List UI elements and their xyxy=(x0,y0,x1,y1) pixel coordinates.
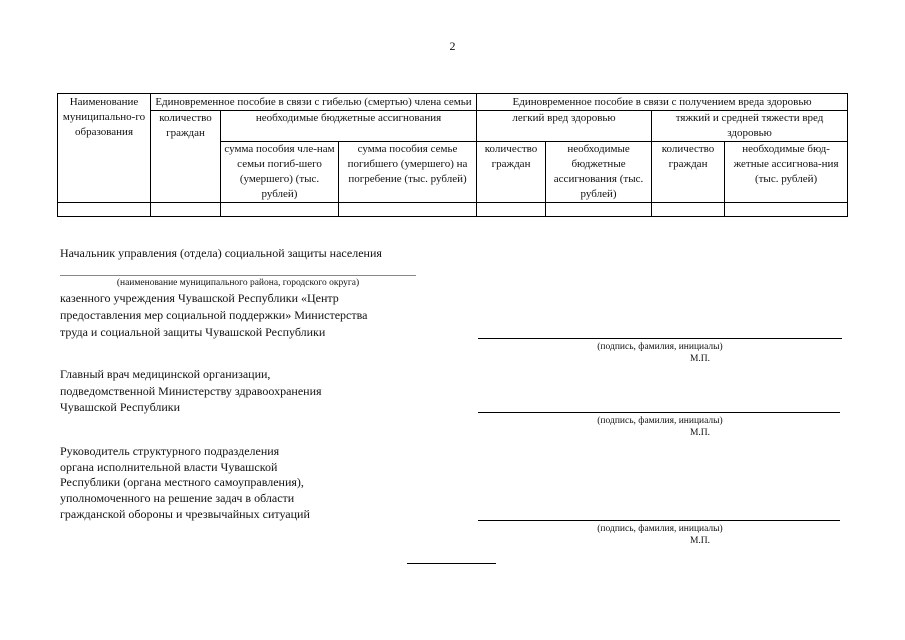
municipal-name-line xyxy=(60,275,416,276)
sig2-line2: подведомственной Министерству здравоохранения xyxy=(60,384,322,398)
sig1-stamp: М.П. xyxy=(689,354,711,364)
header-health-benefit: Единовременное пособие в связи с получением вреда здоровью xyxy=(477,94,848,111)
benefits-table xyxy=(57,93,848,217)
header-severe-count: количество граждан xyxy=(652,142,725,203)
header-light-harm: легкий вред здоровью xyxy=(477,111,652,142)
sig2-line3: Чувашской Республики xyxy=(60,400,181,414)
sig3-line2: органа исполнительной власти Чувашской xyxy=(60,460,278,474)
sig3-line3: Республики (органа местного самоуправления), xyxy=(60,475,304,489)
page-number: 2 xyxy=(449,39,456,53)
header-light-budget: необходимые бюджетные ассигнования (тыс. рублей) xyxy=(546,142,652,203)
header-death-budget: необходимые бюджетные ассигнования xyxy=(221,111,477,142)
header-death-count: количество граждан xyxy=(151,111,221,203)
header-light-count: количество граждан xyxy=(477,142,546,203)
sig1-line3: труда и социальной защиты Чувашской Республики xyxy=(60,325,326,339)
header-severe-budget: необходимые бюд-жетные ассигнова-ния (тыс. рублей) xyxy=(725,142,848,203)
table-row xyxy=(58,203,848,217)
sig3-signature-line xyxy=(478,520,840,521)
header-death-benefit: Единовременное пособие в связи с гибелью (смертью) члена семьи xyxy=(151,94,477,111)
sig3-line5: гражданской обороны и чрезвычайных ситуаций xyxy=(60,507,310,521)
sig3-line1: Руководитель структурного подразделения xyxy=(60,444,280,458)
sig3-line4: уполномоченного на решение задач в области xyxy=(60,491,295,505)
sig1-line1: казенного учреждения Чувашской Республики «Центр xyxy=(60,291,339,305)
header-municipal: Наименование муниципально-го образования xyxy=(58,94,151,203)
sig1-title: Начальник управления (отдела) социальной защиты населения xyxy=(60,246,382,260)
end-divider xyxy=(407,563,496,564)
sig1-signature-line xyxy=(478,338,842,339)
header-sum-members: сумма пособия чле-нам семьи погиб-шего (умершего) (тыс. рублей) xyxy=(221,142,339,203)
sig2-line1: Главный врач медицинской организации, xyxy=(60,367,271,381)
sig2-stamp: М.П. xyxy=(689,428,711,438)
municipal-name-hint: (наименование муниципального района, городского округа) xyxy=(116,278,360,288)
sig2-signature-hint: (подпись, фамилия, инициалы) xyxy=(597,416,723,426)
sig1-line2: предоставления мер социальной поддержки» Министерства xyxy=(60,308,368,322)
header-sum-burial: сумма пособия семье погибшего (умершего) на погребение (тыс. рублей) xyxy=(339,142,477,203)
sig3-signature-hint: (подпись, фамилия, инициалы) xyxy=(597,524,723,534)
sig2-signature-line xyxy=(478,412,840,413)
sig3-stamp: М.П. xyxy=(689,536,711,546)
sig1-signature-hint: (подпись, фамилия, инициалы) xyxy=(597,342,723,352)
header-severe-harm: тяжкий и средней тяжести вред здоровью xyxy=(652,111,848,142)
